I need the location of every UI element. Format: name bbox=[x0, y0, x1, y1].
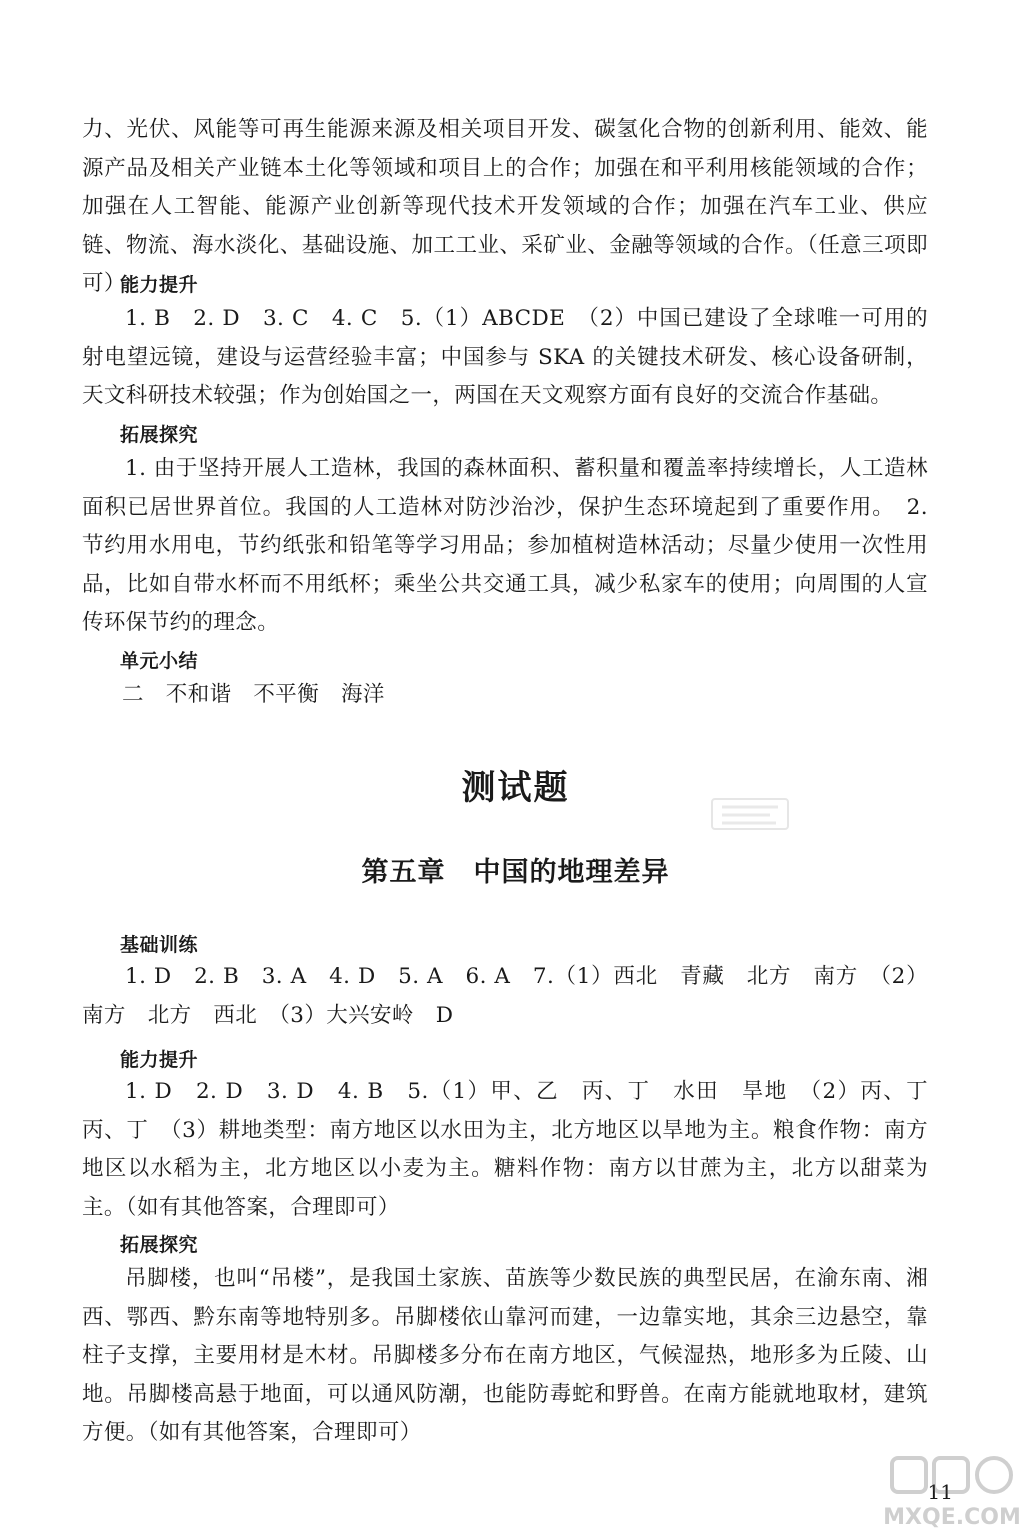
page-number: 11 bbox=[927, 1480, 953, 1504]
chapter-title: 第五章 中国的地理差异 bbox=[361, 857, 670, 888]
paragraph-ability-answers-2: 1. D 2. D 3. D 4. B 5.（1）甲、乙 丙、丁 水田 旱地 （2）丙、丁 丙、丁 （3）耕地类型：南方地区以水田为主，北方地区以旱地为主。粮食作物：南方地区以水稻为主，北方地区以小麦为主。糖料作物：南方以甘蔗为主，北方以甜菜为主。（如有其他答案，合理即可） bbox=[82, 1079, 950, 1220]
paragraph-extend-answers-2: 吊脚楼，也叫“吊楼”，是我国土家族、苗族等少数民族的典型民居，在渝东南、湘西、鄂西、黔东南等地特别多。吊脚楼依山靠河而建，一边靠实地，其余三边悬空，靠柱子支撑，主要用材是木材。吊脚楼多分布在南方地区，气候湿热，地形多为丘陵、山地。吊脚楼高悬于地面，可以通风防潮，也能防毒蛇和野兽。在南方能就地取材，建筑方便。（如有其他答案，合理即可） bbox=[82, 1266, 928, 1445]
paragraph-cooperation-continued: 力、光伏、风能等可再生能源来源及相关项目开发、碳氢化合物的创新利用、能效、能源产品及相关产业链本土化等领域和项目上的合作；加强在和平利用核能领域的合作；加强在人工智能、能源产业创新等现代技术开发领域的合作；加强在汽车工业、供应链、物流、海水淡化、基础设施、加工工业、采矿业、金融等领域的合作。（任意三项即可） bbox=[82, 117, 928, 296]
paragraph-basic-answers: 1. D 2. B 3. A 4. D 5. A 6. A 7.（1）西北 青藏 北方 南方 （2）南方 北方 西北 （3）大兴安岭 D bbox=[82, 964, 928, 1028]
heading-basic-training: 基础训练 bbox=[120, 934, 199, 956]
heading-extend: 拓展探究 bbox=[120, 424, 199, 446]
heading-ability: 能力提升 bbox=[120, 274, 199, 296]
site-watermark-logo bbox=[882, 1452, 1022, 1532]
faint-stamp-mark bbox=[710, 795, 790, 833]
paragraph-extend-answers: 1. 由于坚持开展人工造林，我国的森林面积、蓄积量和覆盖率持续增长，人工造林面积已居世界首位。我国的人工造林对防沙治沙，保护生态环境起到了重要作用。 2. 节约用水用电，节约纸张和铅笔等学习用品；参加植树造林活动；尽量少使用一次性用品，比如自带水杯而不用纸杯；乘坐公共交通工具，减少私家车的使用；向周围的人宣传环保节约的理念。 bbox=[82, 456, 928, 635]
paragraph-unit-summary: 二 不和谐 不平衡 海洋 bbox=[122, 682, 385, 707]
paragraph-ability-answers: 1. B 2. D 3. C 4. C 5.（1）ABCDE （2）中国已建设了全球唯一可用的射电望远镜，建设与运营经验丰富；中国参与 SKA 的关键技术研发、核心设备研制，天文科研技术较强；作为创始国之一，两国在天文观察方面有良好的交流合作基础。 bbox=[82, 306, 928, 408]
heading-ability-2: 能力提升 bbox=[120, 1049, 199, 1071]
heading-unit-summary: 单元小结 bbox=[120, 650, 199, 672]
test-title: 测试题 bbox=[461, 768, 570, 808]
watermark-text: MXQE.COM bbox=[883, 1505, 1021, 1530]
heading-extend-2: 拓展探究 bbox=[120, 1234, 199, 1256]
